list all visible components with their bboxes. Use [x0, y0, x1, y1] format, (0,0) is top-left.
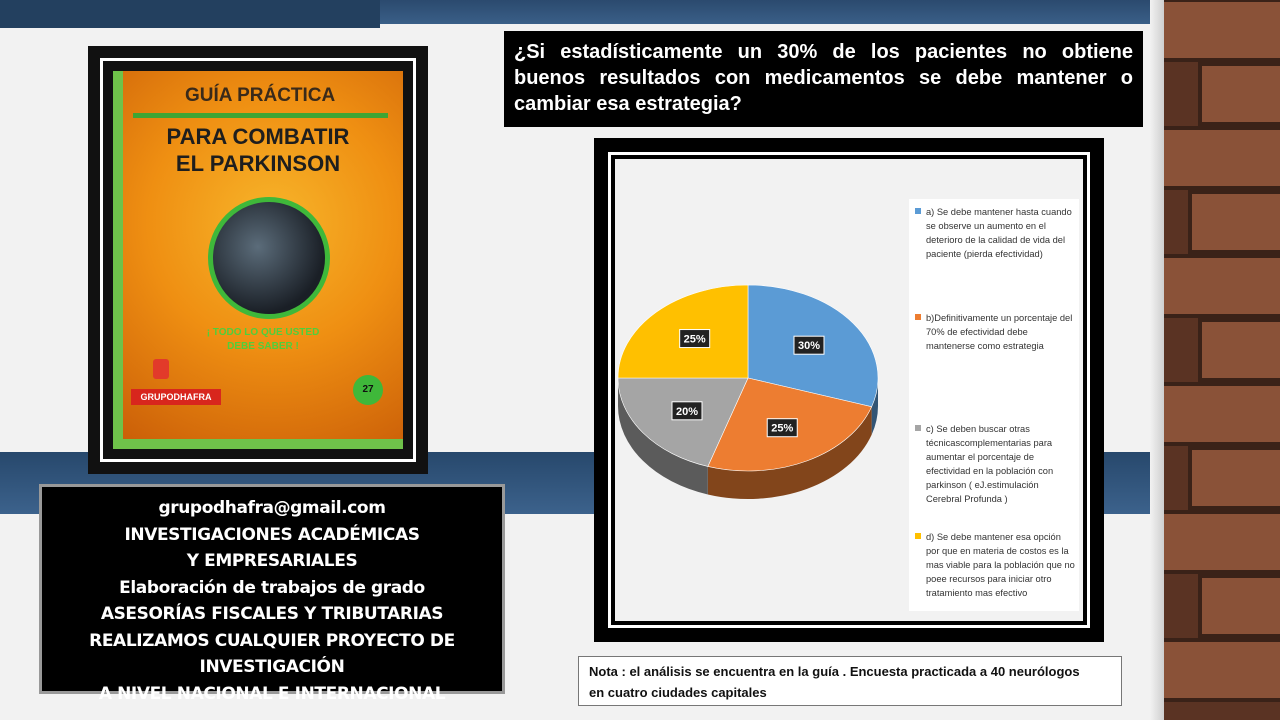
pie-chart: [615, 159, 907, 631]
slide-edge-shadow: [1150, 0, 1164, 720]
contact-line: Y EMPRESARIALES: [186, 551, 358, 571]
legend-label-a: a) Se debe mantener hasta cuando se observe un aumento en el deterioro de la calidad de vida del paciente (pierda efectividad): [926, 207, 1072, 259]
legend-swatch-d: [915, 533, 921, 539]
legend-swatch-b: [915, 314, 921, 320]
top-dark-band: [0, 0, 380, 28]
book-cover-frame: [88, 46, 428, 474]
contact-line: Elaboración de trabajos de grado: [119, 577, 425, 598]
cover-tagline: [183, 326, 343, 354]
contact-email: grupodhafra@gmail.com: [158, 498, 386, 518]
emblem-icon: [153, 359, 169, 379]
svg-text:20%: 20%: [675, 405, 699, 418]
legend-item-b: [915, 311, 1075, 353]
svg-text:25%: 25%: [683, 333, 706, 346]
legend-label-d: d) Se debe mantener esa opción por que en materia de costos es la mas viable para la población que no poee recursos para iniciar otro tratamiento mas efectivo: [926, 532, 1075, 598]
pie-data-label-3: [680, 330, 710, 348]
svg-text:25%: 25%: [771, 422, 794, 435]
pie-data-label-0: [794, 336, 824, 354]
legend-swatch-a: [915, 208, 921, 214]
pie-data-label-1: [767, 419, 797, 437]
contact-line: A NIVEL NACIONAL E INTERNACIONAL: [98, 683, 446, 704]
legend-item-d: [915, 530, 1075, 600]
cover-title-line3: EL PARKINSON: [175, 151, 341, 176]
legend-item-c: [915, 422, 1075, 506]
note-line1: Nota : el análisis se encuentra en la guía . Encuesta practicada a 40 neurólogos: [589, 664, 1080, 679]
cover-tagline-line2: DEBE SABER !: [227, 341, 299, 352]
legend-item-a: [915, 205, 1075, 261]
chart-legend: [909, 199, 1079, 611]
cover-title-line2: PARA COMBATIR: [166, 124, 350, 149]
note-line2: en cuatro ciudades capitales: [589, 685, 767, 700]
pie-data-label-2: [672, 402, 702, 420]
book-cover: [113, 71, 403, 449]
legend-label-c: c) Se deben buscar otras técnicascomplementarias para aumentar el porcentaje de efectividad en la población con parkinson ( eJ.estimulación Cerebral Profunda ): [926, 424, 1054, 504]
contact-line: ASESORÍAS FISCALES Y TRIBUTARIAS: [100, 604, 444, 624]
question-box: ¿Si estadísticamente un 30% de los pacientes no obtiene buenos resultados con medicamentos se debe mantener o cambiar esa estrategia?: [504, 31, 1143, 127]
contact-line: REALIZAMOS CUALQUIER PROYECTO DE INVESTIGACIÓN: [89, 630, 455, 677]
cover-brand-label: GRUPODHAFRA: [131, 389, 221, 405]
cover-green-bottom: [113, 439, 403, 449]
cover-number-badge: 27: [353, 375, 383, 405]
chart-area: [615, 159, 1083, 621]
cover-tagline-line1: ¡ TODO LO QUE USTED: [206, 327, 320, 338]
cover-divider: [133, 113, 388, 118]
legend-label-b: b)Definitivamente un porcentaje del 70% de efectividad debe mantenerse como estrategia: [926, 313, 1073, 351]
svg-text:30%: 30%: [797, 340, 821, 353]
contact-line: INVESTIGACIONES ACADÉMICAS: [124, 524, 420, 545]
contact-box: [39, 484, 505, 704]
brain-spine-illustration: [208, 197, 330, 319]
legend-swatch-c: [915, 425, 921, 431]
note-box: [578, 656, 1122, 706]
cover-title: [113, 123, 403, 177]
chart-frame: [594, 138, 1104, 642]
cover-title-line1: GUÍA PRÁCTICA: [185, 85, 336, 106]
